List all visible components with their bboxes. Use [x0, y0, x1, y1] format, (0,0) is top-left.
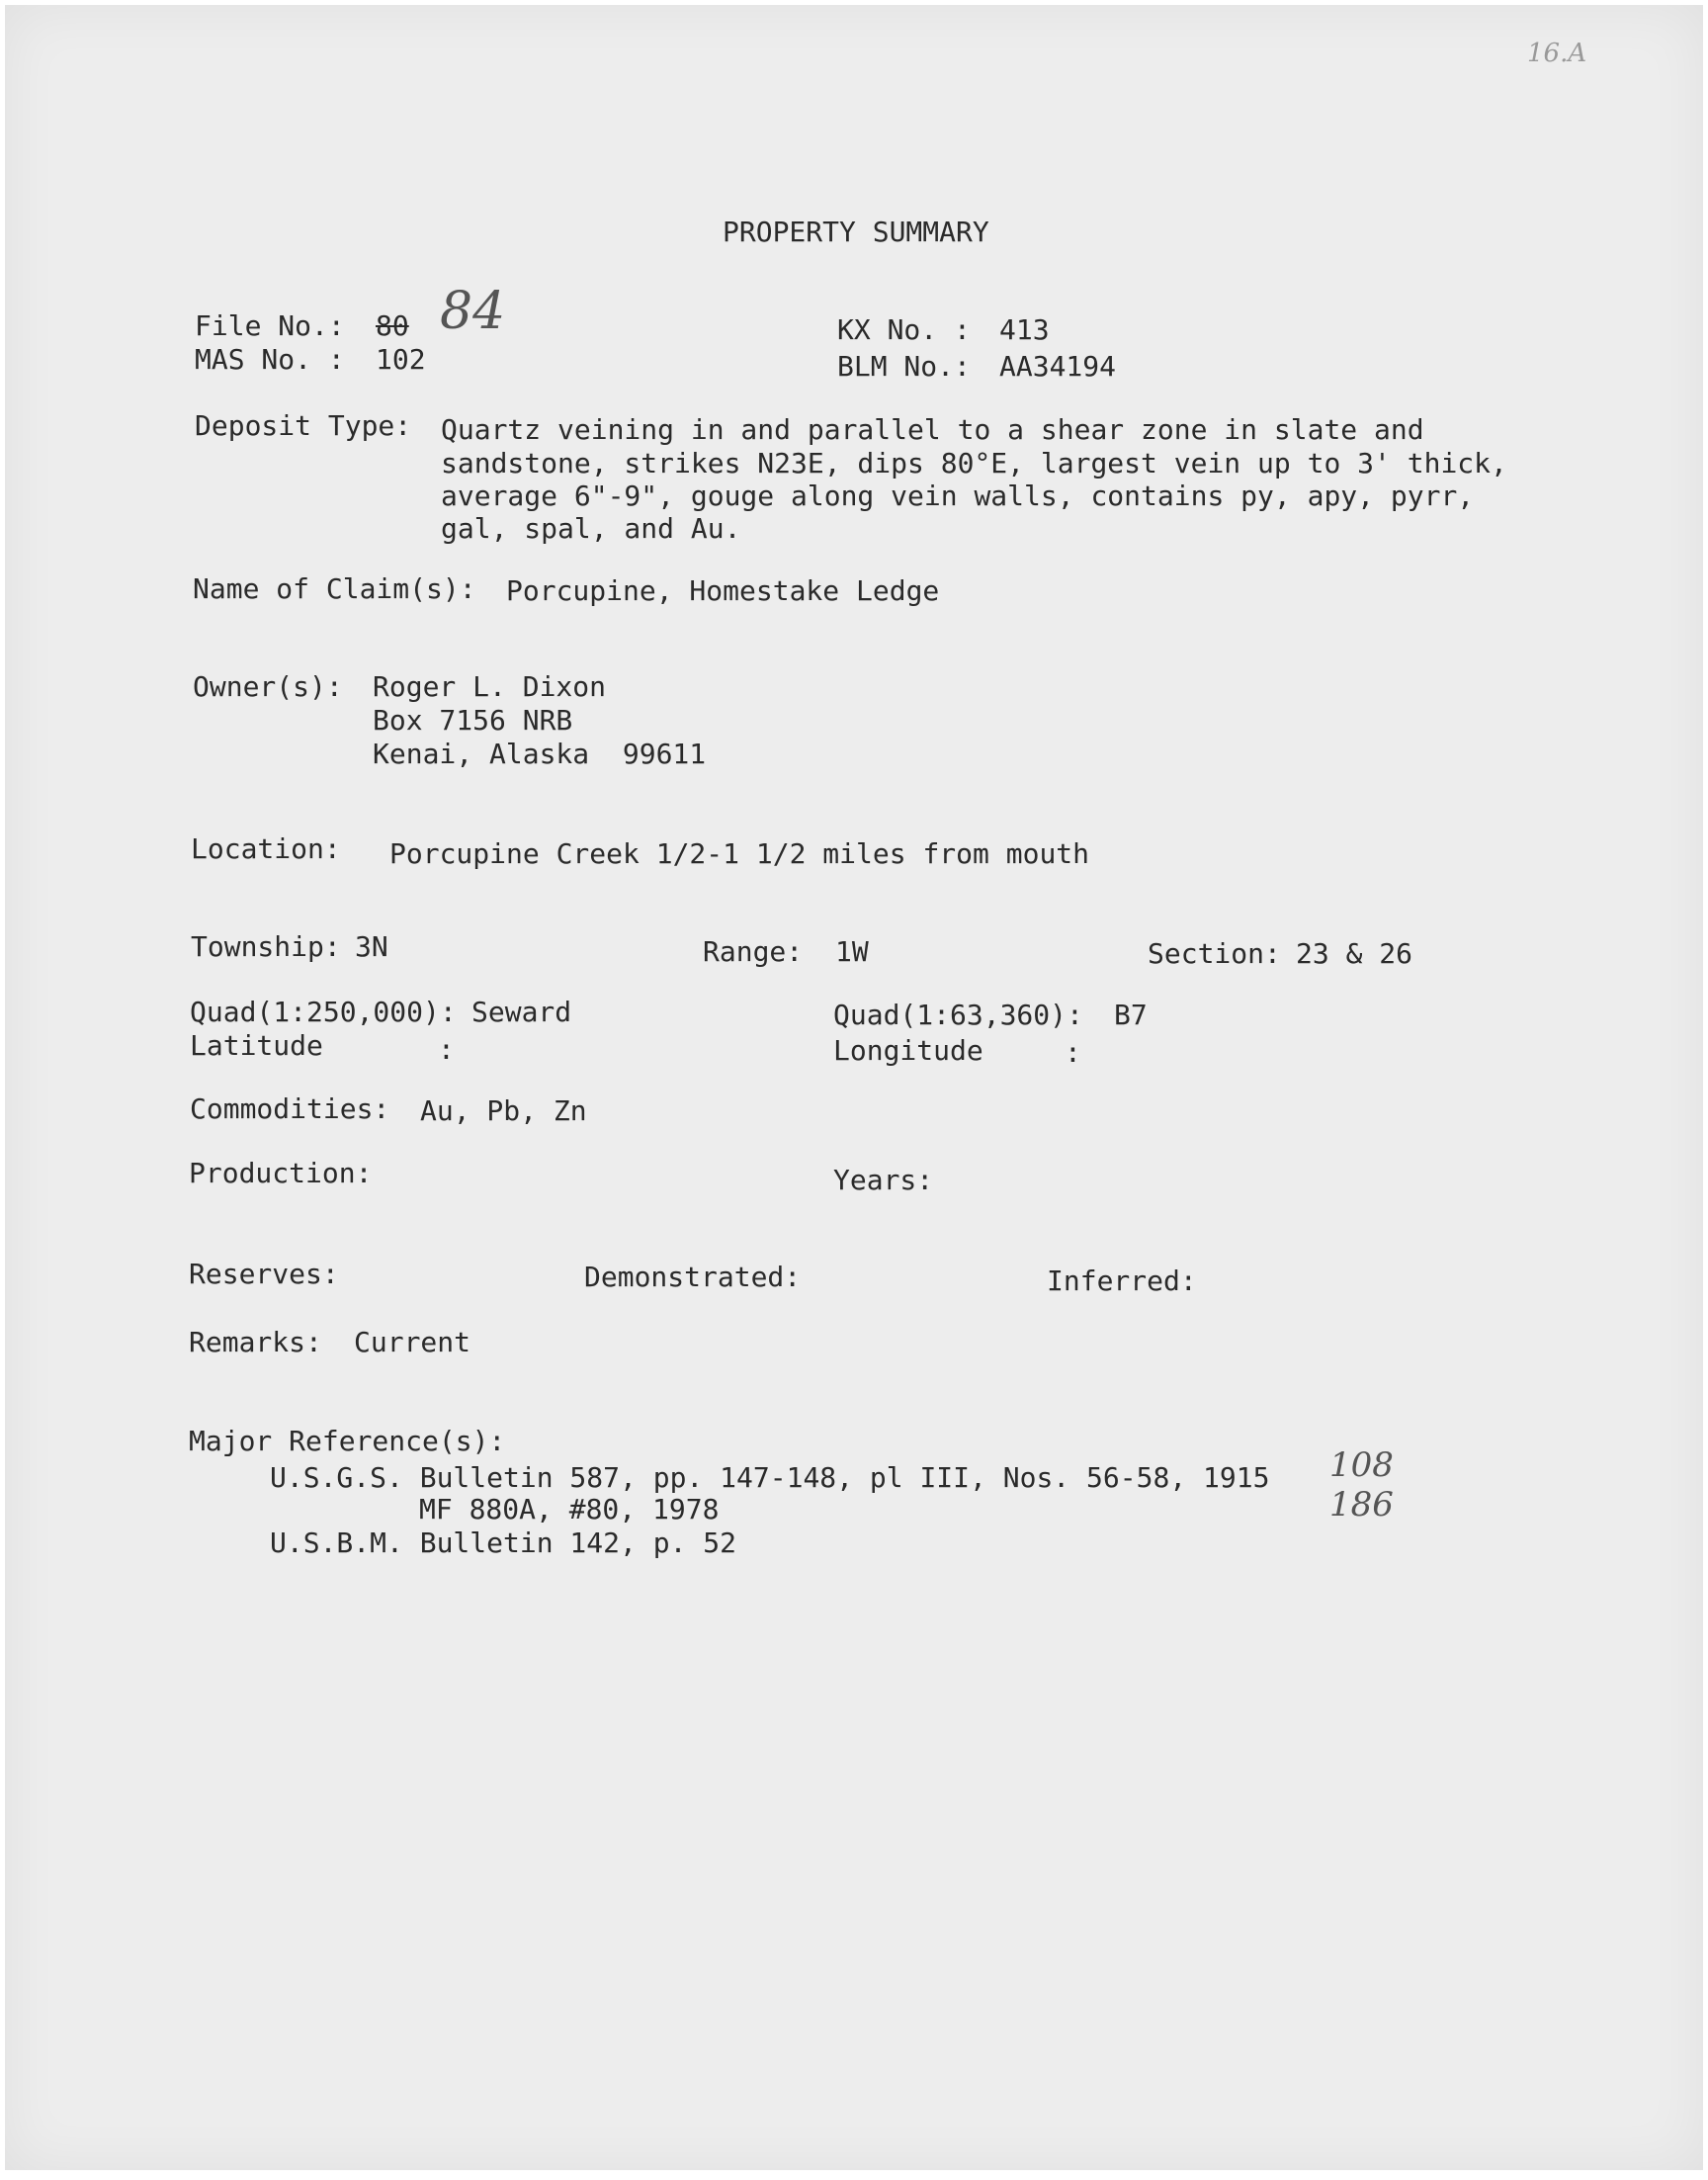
quad-250k-value: Seward [471, 996, 572, 1028]
owner-name: Roger L. Dixon [373, 670, 607, 703]
deposit-type-label: Deposit Type: [195, 409, 412, 442]
years-label: Years: [833, 1164, 934, 1196]
document-page [5, 5, 1703, 2170]
demonstrated-label: Demonstrated: [584, 1261, 802, 1293]
quad-250k-label: Quad(1:250,000): [190, 996, 457, 1028]
deposit-type-line: sandstone, strikes N23E, dips 80°E, largest vein up to 3' thick, [441, 447, 1507, 480]
deposit-type-line: gal, spal, and Au. [441, 512, 741, 545]
kx-no-label: KX No. : [837, 313, 971, 346]
kx-no-value: 413 [999, 313, 1050, 346]
range-value: 1W [835, 935, 869, 968]
blm-no-label: BLM No.: [837, 350, 971, 383]
reference-line: U.S.B.M. Bulletin 142, p. 52 [270, 1526, 737, 1559]
quad-63k-label: Quad(1:63,360): [833, 999, 1083, 1031]
remarks-value: Current [354, 1326, 471, 1358]
commodities-label: Commodities: [190, 1092, 390, 1125]
margin-note: 186 [1329, 1485, 1394, 1525]
production-label: Production: [189, 1157, 373, 1189]
commodities-value: Au, Pb, Zn [420, 1094, 587, 1127]
claims-value: Porcupine, Homestake Ledge [506, 574, 940, 607]
references-label: Major Reference(s): [189, 1425, 506, 1457]
file-no-handwritten-value: 84 [440, 282, 506, 341]
reserves-label: Reserves: [189, 1258, 339, 1290]
deposit-type-line: Quartz veining in and parallel to a shear zone in slate and [441, 413, 1424, 446]
owner-address-line: Box 7156 NRB [373, 704, 573, 737]
reference-line: MF 880A, #80, 1978 [419, 1493, 720, 1526]
location-label: Location: [191, 832, 341, 865]
margin-note: 108 [1329, 1445, 1394, 1485]
mas-no-value: 102 [376, 343, 426, 376]
section-value: 23 & 26 [1296, 937, 1413, 970]
latitude-label: Latitude [190, 1029, 323, 1062]
deposit-type-line: average 6"-9", gouge along vein walls, contains py, apy, pyrr, [441, 480, 1475, 512]
file-no-typed-value: 80 [376, 309, 409, 342]
page-title: PROPERTY SUMMARY [723, 216, 989, 248]
longitude-label: Longitude [833, 1034, 983, 1067]
township-label: Township: [191, 930, 341, 963]
quad-63k-value: B7 [1114, 999, 1148, 1031]
mas-no-label: MAS No. : [195, 343, 345, 376]
owner-address-line: Kenai, Alaska 99611 [373, 738, 707, 770]
corner-mark: 16.A [1527, 39, 1587, 68]
remarks-label: Remarks: [189, 1326, 322, 1358]
inferred-label: Inferred: [1047, 1264, 1197, 1297]
range-label: Range: [703, 935, 804, 968]
blm-no-value: AA34194 [999, 350, 1117, 383]
file-no-label: File No.: [195, 309, 345, 342]
reference-line: U.S.G.S. Bulletin 587, pp. 147-148, pl III, Nos. 56-58, 1915 [270, 1461, 1270, 1494]
owner-label: Owner(s): [193, 670, 343, 703]
latitude-separator: : [438, 1033, 455, 1066]
township-value: 3N [355, 930, 388, 963]
section-label: Section: [1148, 937, 1281, 970]
location-value: Porcupine Creek 1/2-1 1/2 miles from mouth [389, 837, 1090, 870]
claims-label: Name of Claim(s): [193, 572, 476, 605]
longitude-separator: : [1065, 1036, 1081, 1069]
